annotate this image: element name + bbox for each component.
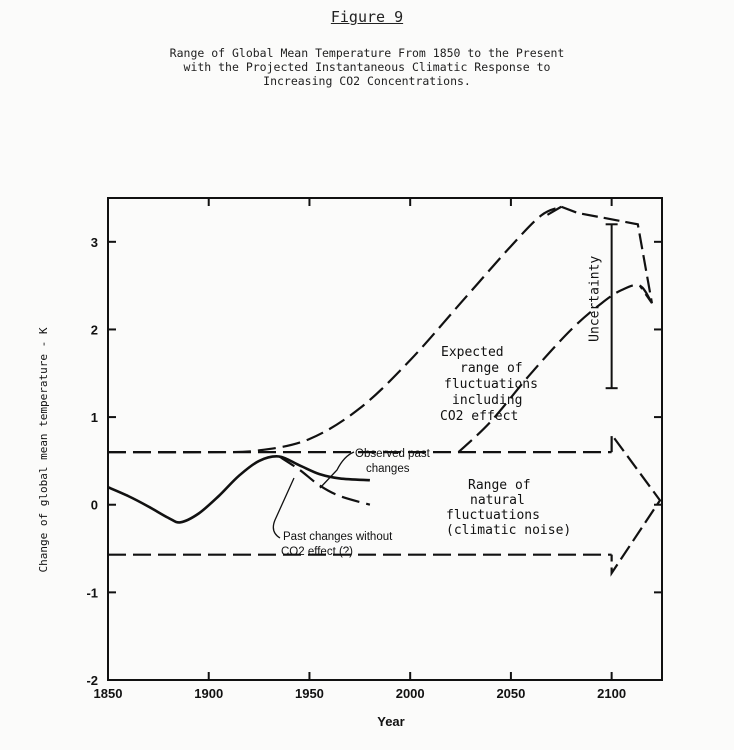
caption-line-1: Range of Global Mean Temperature From 1850 to the Present (169, 46, 565, 60)
expected-range-label: CO2 effect (440, 409, 519, 424)
series-layer (108, 207, 660, 573)
without-co2-label: Past changes without (283, 531, 393, 543)
without-co2-label: CO2 effect (?) (281, 546, 354, 558)
natural-range-label: (climatic noise) (446, 523, 572, 538)
natural-range-label: Range of (468, 478, 531, 493)
x-axis-label: Year (377, 714, 405, 729)
natural-range-label: natural (470, 493, 525, 508)
without-co2-leader-line (273, 478, 294, 538)
uncertainty-label: Uncertainty (587, 255, 603, 342)
figure-label: Figure 9 (330, 8, 404, 26)
natural-range-label: fluctuations (446, 508, 540, 523)
x-tick-label: 1900 (194, 686, 224, 701)
y-tick-label: -1 (86, 585, 98, 601)
y-axis-label: Change of global mean temperature - K (37, 327, 50, 573)
expected-range-label: fluctuations (444, 377, 538, 392)
natural-range-arrowhead (612, 435, 660, 573)
caption-line-3: Increasing CO2 Concentrations. (263, 74, 471, 88)
y-tick-label: 3 (90, 234, 98, 250)
plot-frame (108, 198, 662, 680)
x-tick-label: 1850 (93, 686, 123, 701)
observed-line (108, 456, 370, 522)
x-tick-label: 1950 (294, 686, 324, 701)
caption-line-2: with the Projected Instantaneous Climatic Response to (183, 60, 551, 74)
expected-range-label: including (452, 393, 523, 408)
expected-range-label: Expected (441, 345, 504, 360)
x-tick-label: 2050 (496, 686, 526, 701)
y-tick-label: 0 (90, 497, 98, 513)
y-tick-label: -2 (86, 673, 98, 688)
observed-label: changes (366, 463, 410, 475)
y-tick-label: 1 (90, 410, 98, 426)
observed-label: Observed past (355, 448, 430, 460)
x-tick-label: 2100 (597, 686, 627, 701)
observed-leader-line (320, 452, 354, 488)
expected-range-label: range of (460, 361, 523, 376)
co2-range-arrowhead (561, 207, 652, 303)
y-tick-label: 2 (90, 322, 98, 338)
annotation-layer (273, 256, 602, 558)
x-tick-label: 2000 (395, 686, 425, 701)
